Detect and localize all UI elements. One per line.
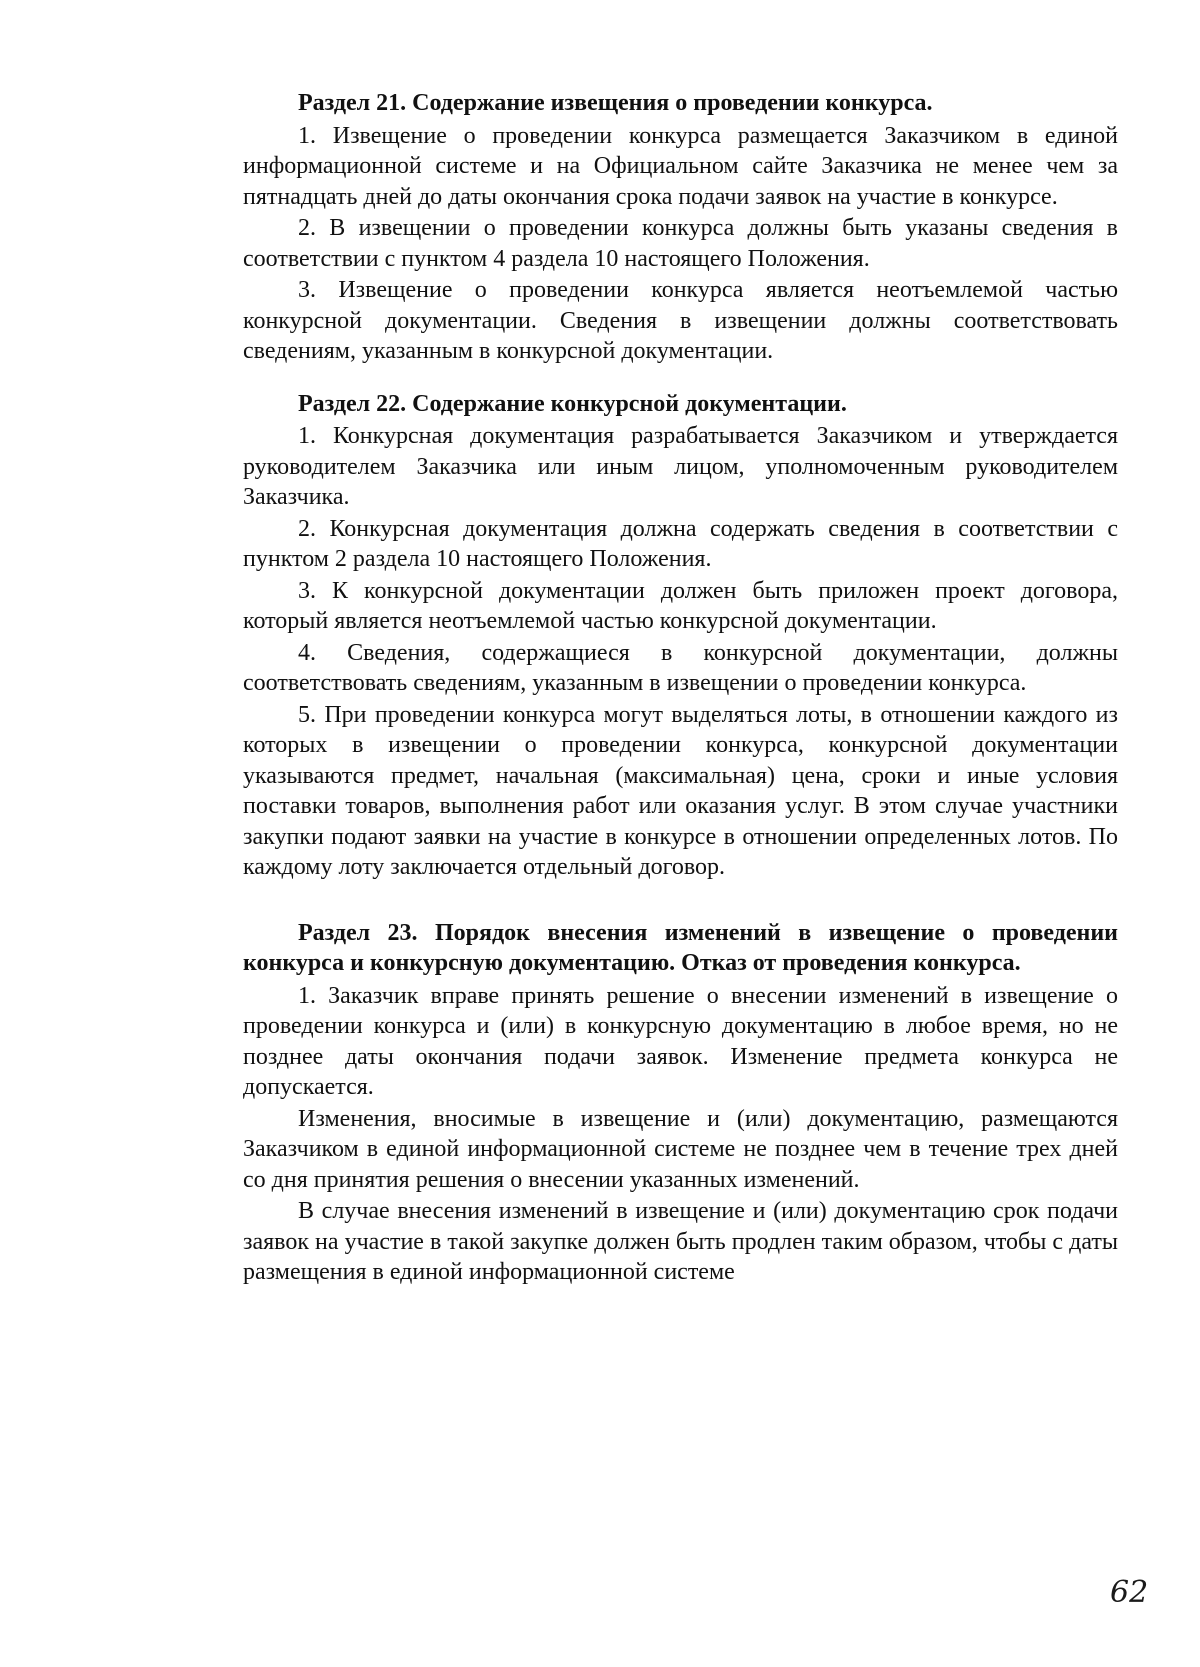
section-23: [243, 918, 1118, 1288]
paragraph: 5. При проведении конкурса могут выделяться лоты, в отношении каждого из которых в извещении о проведении конкурса, конкурсной документации указываются предмет, начальная (максимальная) цена, сроки и иные условия поставки товаров, выполнения работ или оказания услуг. В этом случае участники закупки подают заявки на участие в конкурсе в отношении определенных лотов. По каждому лоту заключается отдельный договор.: [243, 701, 1118, 880]
page-number: 62: [1110, 1575, 1149, 1610]
paragraph: 4. Сведения, содержащиеся в конкурсной документации, должны соответствовать сведениям, указанным в извещении о проведении конкурса.: [243, 639, 1118, 696]
section-22: [243, 389, 1118, 883]
paragraph: 1. Извещение о проведении конкурса размещается Заказчиком в единой информационной системе и на Официальном сайте Заказчика не менее чем за пятнадцать дней до даты окончания срока подачи заявок на участие в конкурсе.: [243, 122, 1118, 210]
section-heading: Раздел 21. Содержание извещения о проведении конкурса.: [298, 90, 933, 116]
paragraph: 3. К конкурсной документации должен быть приложен проект договора, который является неотъемлемой частью конкурсной документации.: [243, 577, 1118, 634]
section-spacer: [243, 884, 1118, 918]
section-spacer: [243, 368, 1118, 389]
paragraph: 2. Конкурсная документация должна содержать сведения в соответствии с пунктом 2 раздела 10 настоящего Положения.: [243, 515, 1118, 572]
section-heading: Раздел 23. Порядок внесения изменений в извещение о проведении конкурса и конкурсную документацию. Отказ от проведения конкурса.: [243, 919, 1118, 976]
paragraph: 1. Конкурсная документация разрабатывается Заказчиком и утверждается руководителем Заказчика или иным лицом, уполномоченным руководителем Заказчика.: [243, 423, 1118, 510]
paragraph: 2. В извещении о проведении конкурса должны быть указаны сведения в соответствии с пунктом 4 раздела 10 настоящего Положения.: [243, 215, 1118, 272]
section-heading: Раздел 22. Содержание конкурсной документации.: [298, 390, 847, 417]
paragraph: В случае внесения изменений в извещение и (или) документацию срок подачи заявок на участие в такой закупке должен быть продлен таким образом, чтобы с даты размещения в единой информационной системе: [243, 1198, 1118, 1285]
paragraph: 3. Извещение о проведении конкурса является неотъемлемой частью конкурсной документации. Сведения в извещении должны соответствовать сведениям, указанным в конкурсной документации.: [243, 277, 1118, 364]
paragraph: Изменения, вносимые в извещение и (или) документацию, размещаются Заказчиком в единой информационной системе не позднее чем в течение трех дней со дня принятия решения о внесении указанных изменений.: [243, 1105, 1118, 1193]
paragraph: 1. Заказчик вправе принять решение о внесении изменений в извещение о проведении конкурса и (или) в конкурсную документацию в любое время, но не позднее даты окончания подачи заявок. Изменение предмета конкурса не допускается.: [243, 982, 1118, 1100]
document-page: [243, 88, 1118, 1289]
section-21: [243, 88, 1118, 367]
